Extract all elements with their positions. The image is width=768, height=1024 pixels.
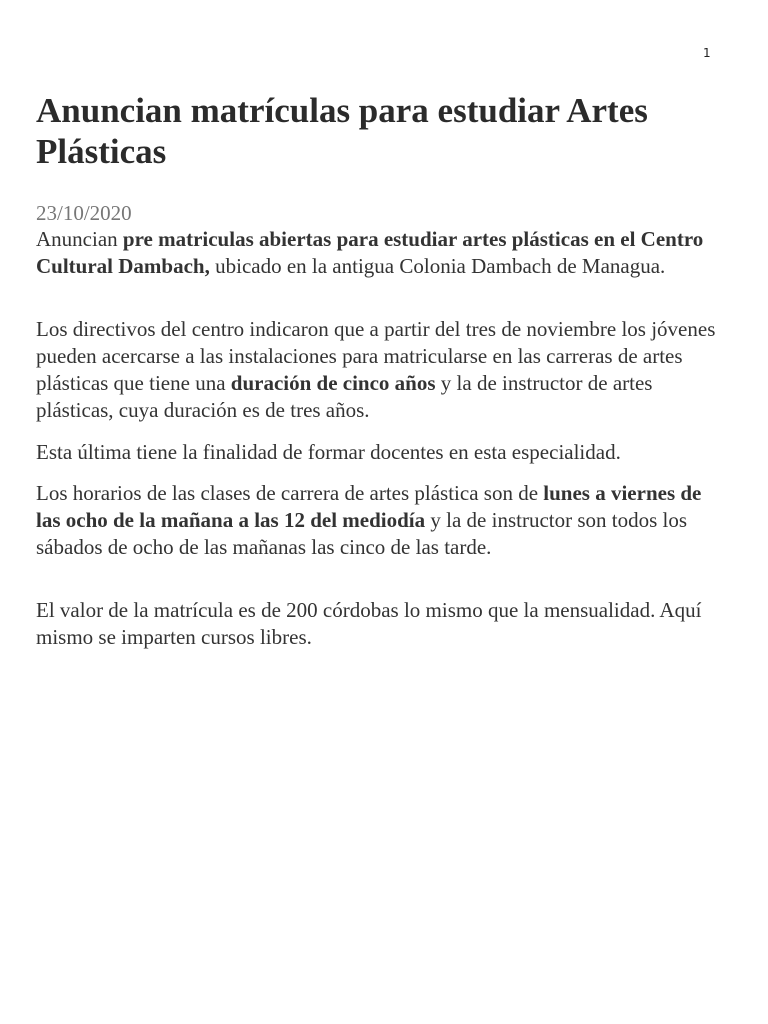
- bold-text: pre matriculas abiertas para estudiar artes plásticas en el Centro Cultural Dambach,: [36, 227, 704, 278]
- text: El valor de la matrícula es de 200 córdobas lo mismo que la mensualidad. Aquí mismo se imparten cursos libres.: [36, 598, 702, 649]
- bold-text: duración de cinco años: [230, 371, 436, 395]
- article: [36, 90, 726, 651]
- text: ubicado en la antigua Colonia Dambach de Managua.: [209, 254, 666, 278]
- article-date: 23/10/2020: [36, 201, 132, 225]
- bold-text: lunes a viernes de las ocho de la mañana a las 12 del mediodía: [36, 481, 702, 532]
- paragraph-directivos: [36, 316, 726, 424]
- text: Los directivos del centro indicaron que a partir del tres de noviembre los jóvenes pueden acercarse a las instalaciones para matricularse en las carreras de artes plásticas que tiene una: [36, 317, 716, 395]
- text: Los horarios de las clases de carrera de artes plástica son de: [36, 481, 544, 505]
- paragraph-horarios: [36, 480, 726, 561]
- text: Anuncian: [36, 227, 123, 251]
- article-title: Anuncian matrículas para estudiar Artes Plásticas: [36, 91, 648, 171]
- page-number: 1: [703, 46, 711, 60]
- paragraph-finalidad: [36, 439, 726, 466]
- text: Esta última tiene la finalidad de formar docentes en esta especialidad.: [36, 440, 621, 464]
- paragraph-intro: [36, 226, 726, 280]
- paragraph-valor: [36, 597, 726, 651]
- text: y la de instructor de artes plásticas, cuya duración es de tres años.: [36, 371, 653, 422]
- text: y la de instructor son todos los sábados de ocho de las mañanas las cinco de las tarde.: [36, 508, 688, 559]
